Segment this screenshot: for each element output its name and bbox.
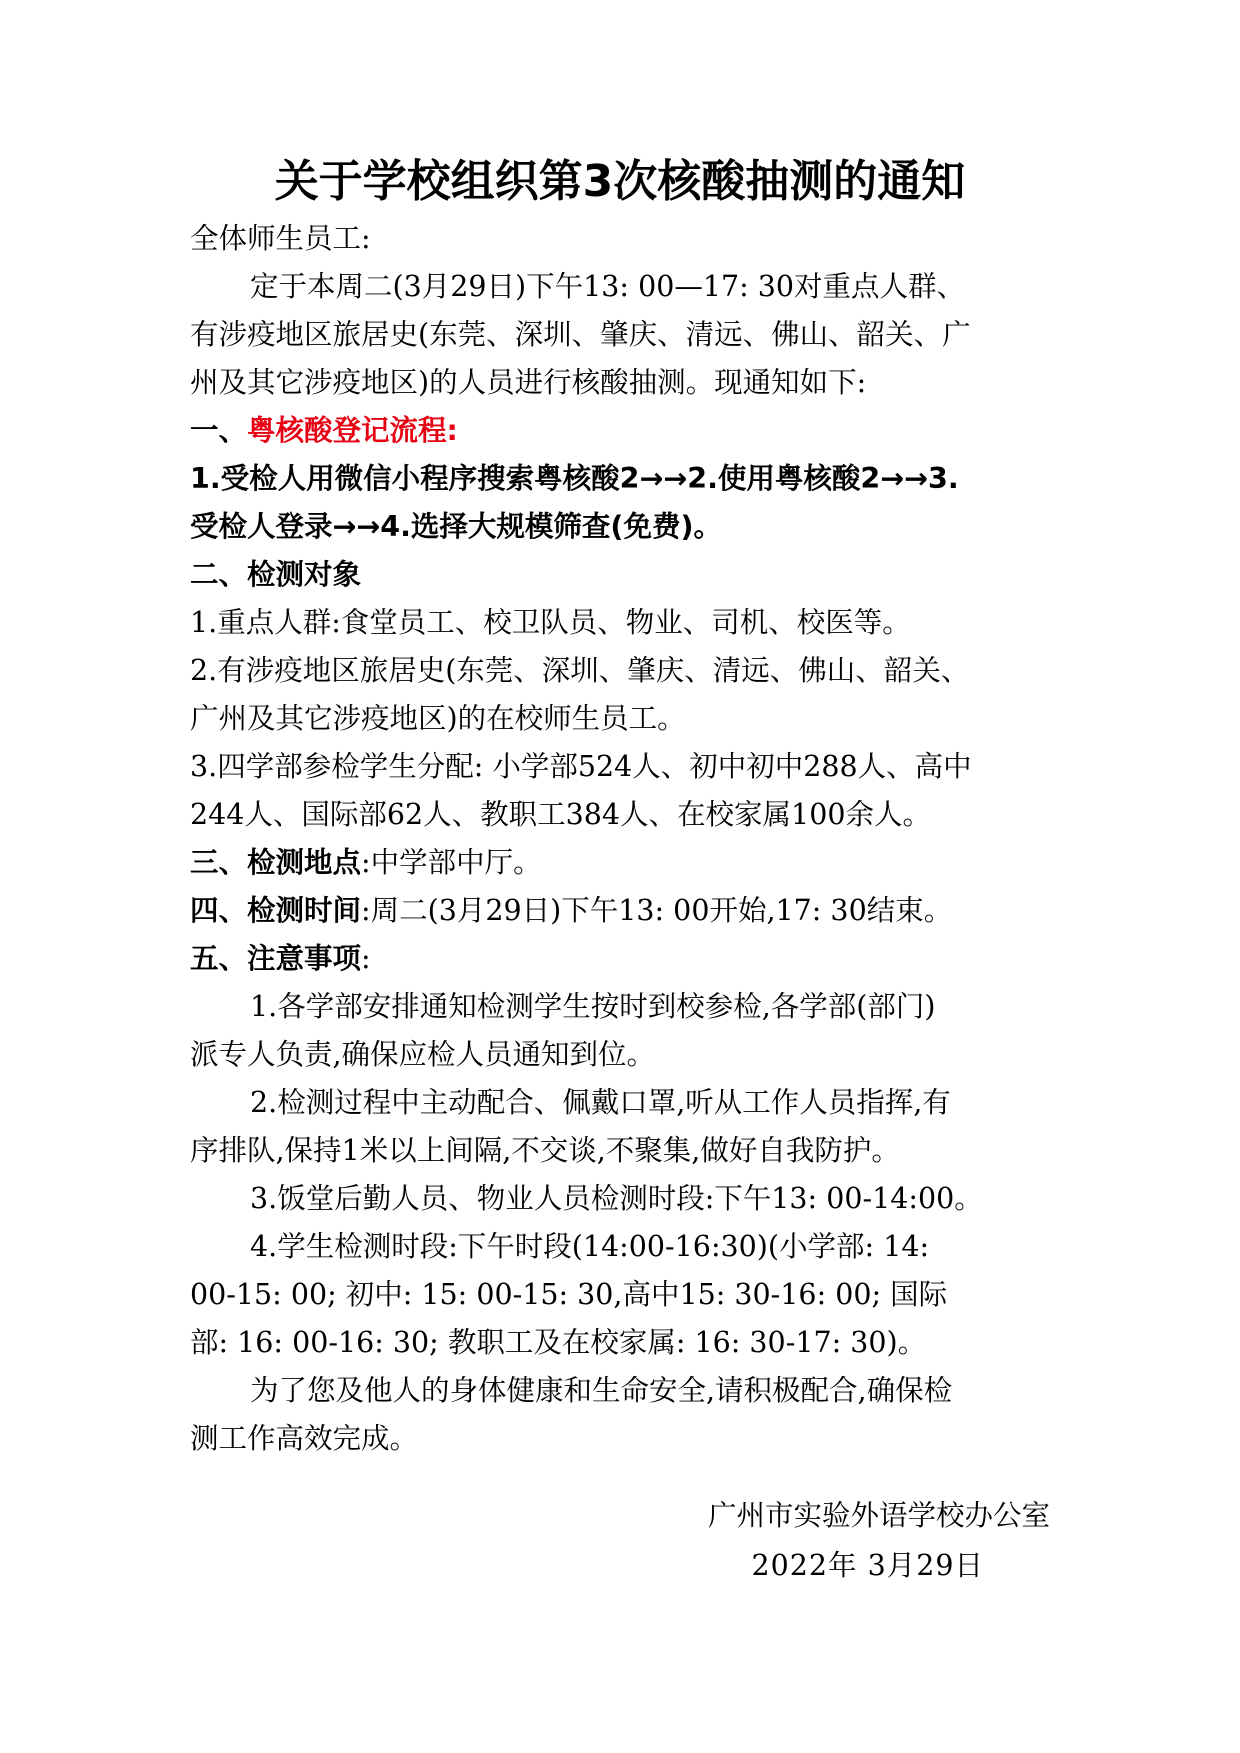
intro-line-1: 定于本周二(3月29日)下午13: 00—17: 30对重点人群、 bbox=[250, 270, 966, 303]
notice-item-4-line-3: 部: 16: 00-16: 30; 教职工及在校家属: 16: 30-17: 30)。 bbox=[190, 1326, 927, 1359]
notice-item-4-line-1: 4.学生检测时段:下午时段(14:00-16:30)(小学部: 14: bbox=[250, 1230, 930, 1263]
notice-item-3: 3.饭堂后勤人员、物业人员检测时段:下午13: 00-14:00。 bbox=[250, 1182, 983, 1215]
section-3-heading: 三、检测地点 bbox=[190, 846, 362, 879]
section-4-text: :周二(3月29日)下午13: 00开始,17: 30结束。 bbox=[361, 894, 953, 927]
section-4-heading: 四、检测时间 bbox=[190, 894, 362, 927]
section-1-heading bbox=[190, 407, 1050, 455]
notice-item-1-line-1: 1.各学部安排通知检测学生按时到校参检,各学部(部门) bbox=[250, 990, 936, 1023]
notice-item-1-line-2: 派专人负责,确保应检人员通知到位。 bbox=[190, 1038, 656, 1071]
target-item-1: 1.重点人群:食堂员工、校卫队员、物业、司机、校医等。 bbox=[190, 606, 911, 639]
section-3-text: :中学部中厅。 bbox=[361, 846, 542, 879]
registration-steps-line-1: 1.受检人用微信小程序搜索粤核酸2→→2.使用粤核酸2→→3. bbox=[190, 462, 959, 495]
section-5-line bbox=[190, 935, 1050, 983]
target-item-3-line-1: 3.四学部参检学生分配: 小学部524人、初中初中288人、高中 bbox=[190, 750, 972, 783]
document-title: 关于学校组织第3次核酸抽测的通知 bbox=[274, 156, 966, 207]
salutation: 全体师生员工: bbox=[190, 222, 371, 255]
closing-line-1: 为了您及他人的身体健康和生命安全,请积极配合,确保检 bbox=[250, 1374, 953, 1407]
signature-office: 广州市实验外语学校办公室 bbox=[707, 1499, 1050, 1532]
section-1-number: 一、 bbox=[190, 414, 248, 447]
document-body bbox=[190, 215, 1050, 1463]
target-item-2-line-2: 广州及其它涉疫地区)的在校师生员工。 bbox=[190, 702, 686, 735]
notice-item-4-line-2: 00-15: 00; 初中: 15: 00-15: 30,高中15: 30-16: 00; 国际 bbox=[190, 1278, 948, 1311]
intro-line-2: 有涉疫地区旅居史(东莞、深圳、肇庆、清远、佛山、韶关、广 bbox=[190, 318, 971, 351]
registration-steps-line-2: 受检人登录→→4.选择大规模筛查(免费)。 bbox=[190, 510, 722, 543]
signature-date: 2022年 3月29日 bbox=[751, 1549, 984, 1582]
closing-line-2: 测工作高效完成。 bbox=[190, 1422, 419, 1455]
section-1-title-red: 粤核酸登记流程: bbox=[247, 414, 458, 447]
section-3-line bbox=[190, 839, 1050, 887]
target-item-2-line-1: 2.有涉疫地区旅居史(东莞、深圳、肇庆、清远、佛山、韶关、 bbox=[190, 654, 970, 687]
intro-line-3: 州及其它涉疫地区)的人员进行核酸抽测。现通知如下: bbox=[190, 366, 867, 399]
target-item-3-line-2: 244人、国际部62人、教职工384人、在校家属100余人。 bbox=[190, 798, 931, 831]
notice-item-2-line-1: 2.检测过程中主动配合、佩戴口罩,听从工作人员指挥,有 bbox=[250, 1086, 951, 1119]
notice-item-2-line-2: 序排队,保持1米以上间隔,不交谈,不聚集,做好自我防护。 bbox=[190, 1134, 900, 1167]
section-5-heading: 五、注意事项 bbox=[190, 942, 362, 975]
section-4-line bbox=[190, 887, 1050, 935]
section-2-heading: 二、检测对象 bbox=[190, 558, 362, 591]
section-5-text: : bbox=[361, 942, 371, 975]
